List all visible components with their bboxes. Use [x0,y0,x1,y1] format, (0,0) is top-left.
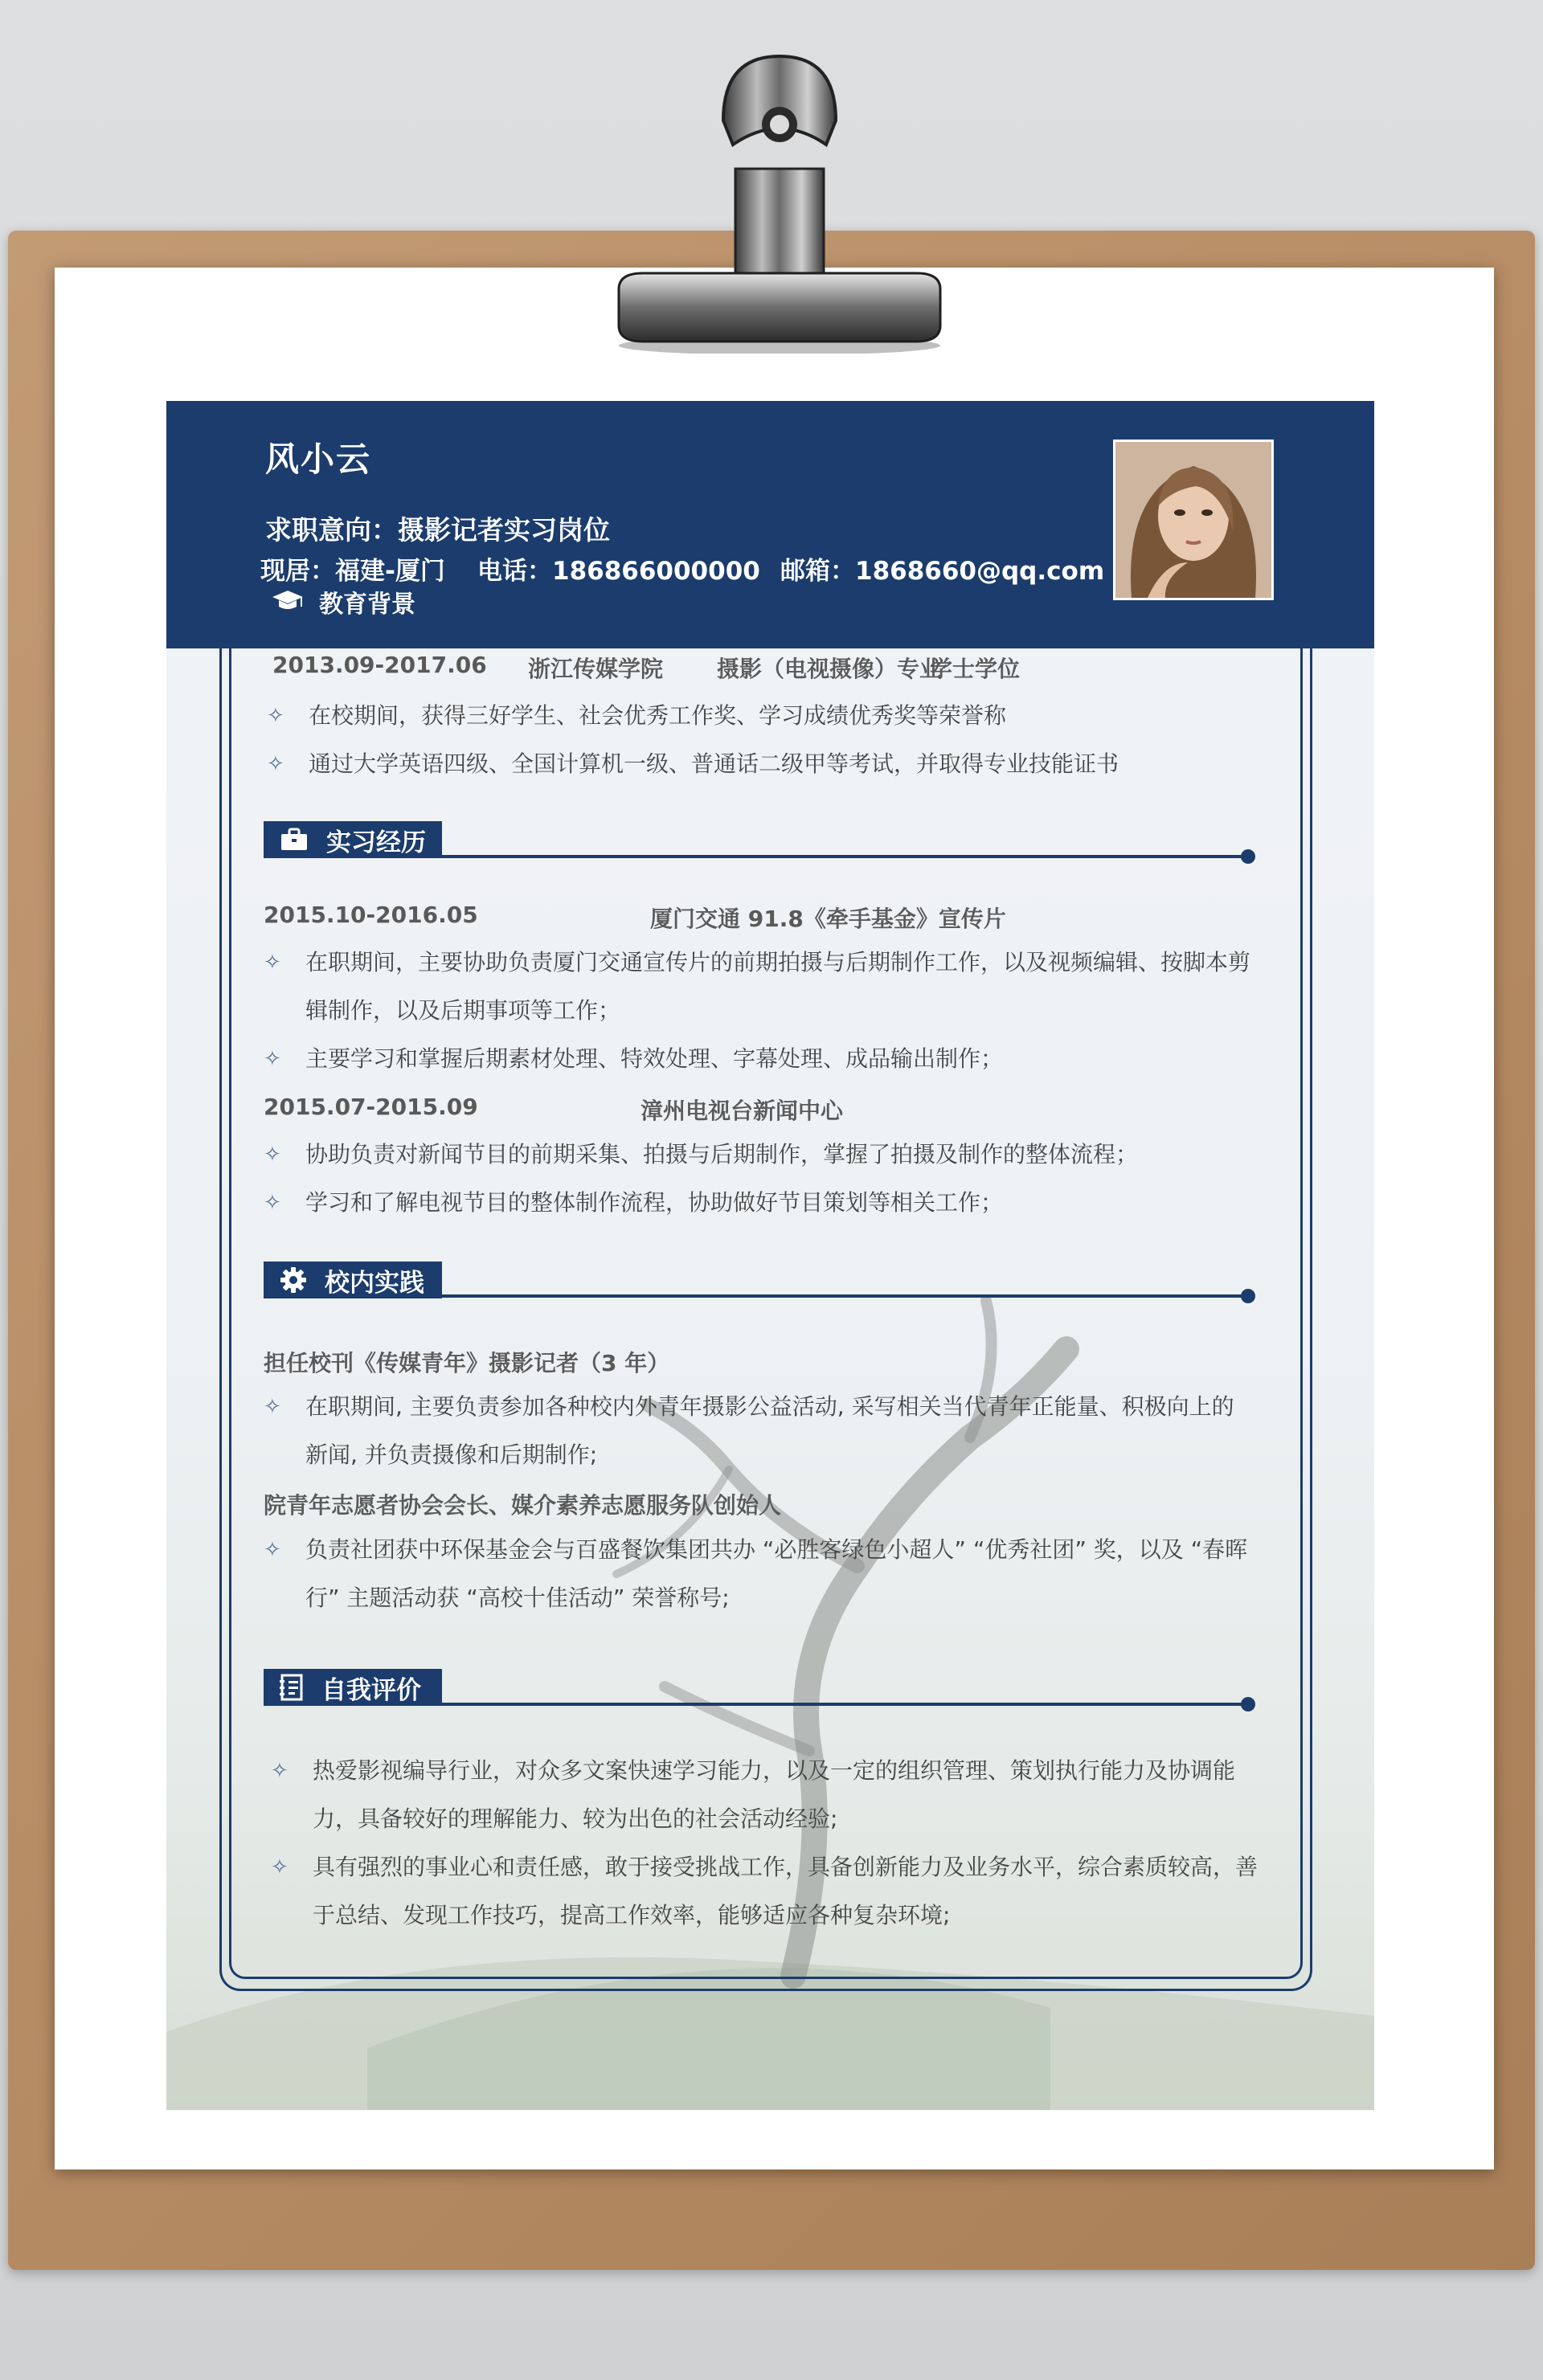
email: 邮箱：1868660@qq.com [780,557,1105,586]
portrait-image [1115,442,1271,598]
section-title-internship: 实习经历 [264,821,442,858]
gear-icon [280,1266,307,1294]
job-period: 2015.07-2015.09 [264,1094,478,1120]
job-org: 厦门交通 91.8《牵手基金》宣传片 [650,906,1006,932]
campus-role: 院青年志愿者协会会长、媒介素养志愿服务队创始人 [264,1492,782,1519]
job-org: 漳州电视台新闻中心 [641,1098,844,1124]
binder-clip-icon [611,48,948,354]
sparkle-bullet-icon: ✧ [264,1143,281,1167]
education-period: 2013.09-2017.06 [272,652,487,678]
section-divider-dot [1241,1289,1255,1303]
education-school: 浙江传媒学院 [528,656,664,682]
location: 现居：福建-厦门 [260,557,445,586]
section-title-education [271,584,415,620]
sparkle-bullet-icon: ✧ [264,1538,281,1562]
education-major: 摄影（电视摄像）专业 [717,656,943,682]
section-divider-dot [1241,1697,1255,1711]
sparkle-bullet-icon: ✧ [271,1855,289,1879]
section-divider [442,855,1246,858]
campus-role: 担任校刊《传媒青年》摄影记者（3 年） [264,1350,670,1376]
sparkle-bullet-icon: ✧ [264,1047,281,1071]
sparkle-bullet-icon: ✧ [264,951,281,975]
candidate-name: 风小云 [265,440,372,479]
section-title-self-evaluation: 自我评价 [264,1669,442,1706]
briefcase-icon [280,828,309,852]
phone: 电话：186866000000 [477,557,760,586]
education-degree: 学士学位 [930,656,1021,682]
job-period: 2015.10-2016.05 [264,902,478,928]
section-divider [442,1703,1246,1706]
section-divider [442,1294,1246,1298]
sparkle-bullet-icon: ✧ [267,704,284,728]
resume: 风小云 求职意向：摄影记者实习岗位 现居：福建-厦门 电话：186866000000 邮箱：1868660@qq.com 教育背景 2013.09-2017.06 浙江传媒学院 摄影（电视摄像）专业 学士学位 ✧ 在校期间，获得三好学生、社会优秀工作奖、学习成绩优秀奖等荣誉称 ✧ 通过大学英语四级、全国计算机一级、普通话二级甲等考试，并取得专业技能证书 实习经历 2015.10-2016.05 厦门交通 91.8《牵手基金》宣传片 ✧ 在职期间，主要协助负责厦门交通宣传片的前期拍摄与后期制作工作，以及视频编辑、按脚本剪辑制作，以及后期事项等工作； ✧ 主要学习和掌握后期素材处理、特效处理、字幕处理、成品输出制作； 2015.07-2015.09 漳州电视台新闻中心 ✧ 协助负责对新闻节目的前期采集、拍摄与后期制作，掌握了拍摄及制作的整体流程； ✧ 学习和了解电视节目的整体制作流程，协助做好节目策划等相关工作； 校内实践 担任校刊《传媒青年》摄影记者（3 年） ✧ 在职期间, 主要负责参加各种校内外青年摄影公益活动, 采写相关当代青年正能量、积极向上的新闻, 并负责摄像和后期制作; 院青年志愿者协会会长、媒介素养志愿服务队创始人 ✧ 负责社团获中环保基金会与百盛餐饮集团共办 “必胜客绿色小超人” “优秀社团” 奖，以及 “春晖行” 主题活动获 “高校十佳活动” 荣誉称号; 自我评价 ✧ 热爱影视编导行业，对众多文案快速学习能力，以及一定的组织管理、策划执行能力及协调能力，具备较好的理解能力、较为出色的社会活动经验; ✧ 具有强烈的事业心和责任感，敢于接受挑战工作，具备创新能力及业务水平，综合素质较高，善于总结、发现工作技巧，提高工作效率，能够适应各种复杂环境; [166,401,1374,2110]
section-divider-dot [1241,849,1255,864]
sparkle-bullet-icon: ✧ [271,1759,289,1783]
section-title-campus: 校内实践 [264,1262,442,1298]
education-title: 教育背景 [319,591,415,619]
sparkle-bullet-icon: ✧ [264,1191,281,1215]
graduation-cap-icon [271,589,305,615]
notebook-icon [280,1674,304,1701]
profile-photo [1113,440,1274,600]
job-objective: 求职意向：摄影记者实习岗位 [265,514,610,546]
sparkle-bullet-icon: ✧ [267,752,284,776]
sparkle-bullet-icon: ✧ [264,1395,281,1419]
